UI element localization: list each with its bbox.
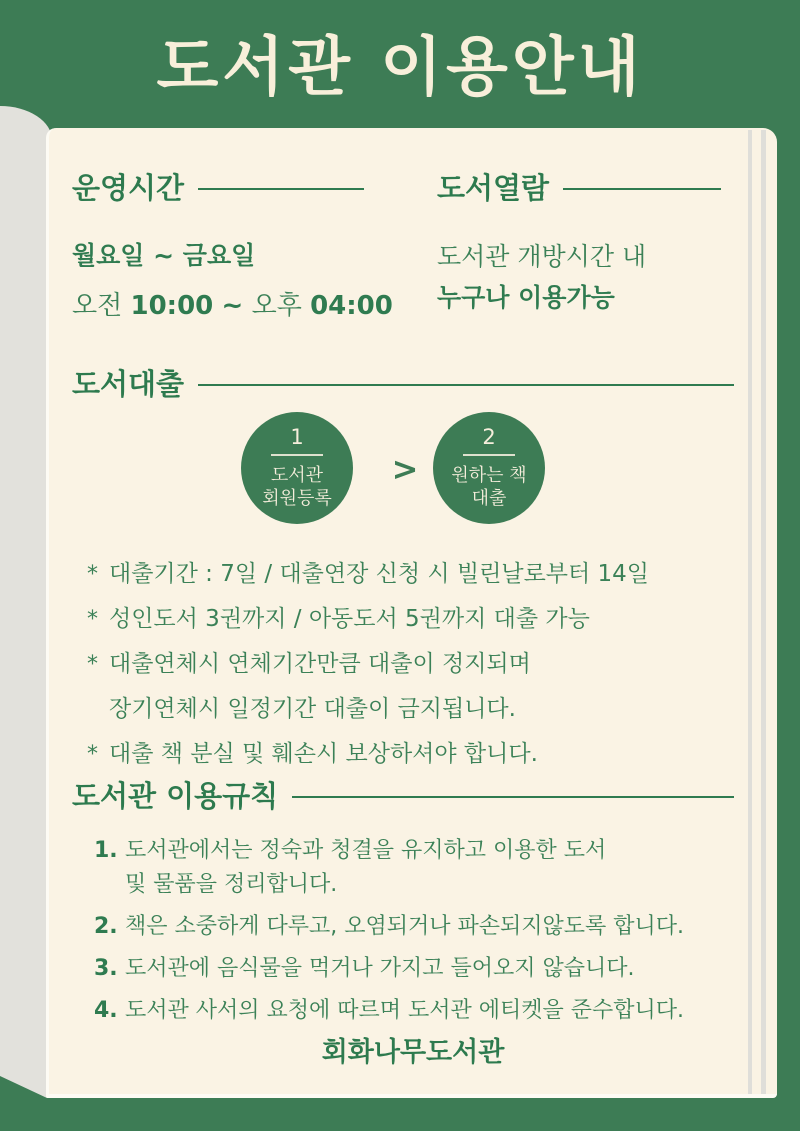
rule-text — [125, 952, 635, 986]
heading-rule-line — [563, 188, 721, 190]
asterisk-bullet: * — [87, 652, 98, 677]
step-label: 회원등록 — [262, 488, 332, 509]
hours-time — [72, 285, 393, 322]
reading-heading-label: 도서열람 — [437, 171, 550, 205]
heading-rule-line — [292, 796, 734, 798]
note-item — [87, 597, 649, 642]
rule-text-line1: 책은 소중하게 다루고, 오염되거나 파손되지않도록 합니다. — [125, 914, 685, 939]
note-item — [87, 642, 649, 687]
rule-item — [94, 994, 684, 1028]
page-stack-line — [761, 130, 766, 1094]
page-stack-line — [748, 130, 752, 1094]
lending-notes — [87, 552, 649, 777]
step-circle-1 — [241, 412, 353, 524]
rule-text — [125, 910, 684, 944]
hours-separator: ~ — [221, 291, 244, 321]
step-divider-line — [463, 454, 515, 456]
book-page — [46, 128, 777, 1098]
rules-list — [94, 834, 684, 1036]
section-heading-lending — [72, 362, 734, 403]
arrow-right-icon: > — [391, 450, 419, 488]
heading-rule-line — [198, 188, 364, 190]
note-item — [87, 732, 649, 777]
hours-days: 월요일 ~ 금요일 — [72, 241, 256, 270]
asterisk-bullet: * — [87, 562, 98, 587]
hours-start-time: 10:00 — [130, 291, 214, 321]
rule-number: 1. — [94, 838, 118, 863]
hours-heading-label: 운영시간 — [72, 171, 185, 205]
asterisk-bullet: * — [87, 742, 98, 767]
section-heading-hours — [72, 166, 364, 207]
reading-body — [437, 236, 646, 318]
lending-heading-label: 도서대출 — [72, 367, 185, 401]
library-name: 회화나무도서관 — [321, 1037, 505, 1068]
step-circle-2 — [433, 412, 545, 524]
step-number: 2 — [482, 425, 496, 449]
note-item-continuation — [87, 687, 649, 732]
section-heading-reading — [437, 166, 721, 207]
heading-rule-line — [198, 384, 734, 386]
reading-line1: 도서관 개방시간 내 — [437, 242, 647, 271]
hours-end-time: 04:00 — [310, 291, 393, 321]
step-label: 원하는 책 — [451, 465, 527, 486]
note-item — [87, 552, 649, 597]
reading-line2: 누구나 이용가능 — [437, 283, 615, 312]
rule-item — [94, 910, 684, 944]
asterisk-bullet — [87, 687, 109, 732]
poster-title: 도서관 이용안내 — [156, 31, 644, 105]
rule-item — [94, 834, 684, 902]
rules-heading-label: 도서관 이용규칙 — [72, 779, 279, 813]
rule-text-line2: 및 물품을 정리합니다. — [125, 872, 338, 897]
book-page-edge-left — [0, 106, 52, 1098]
step-label: 도서관 — [270, 465, 324, 486]
step-divider-line — [271, 454, 323, 456]
rule-item — [94, 952, 684, 986]
rule-number: 3. — [94, 956, 118, 981]
rule-text — [125, 994, 684, 1028]
step-label: 대출 — [471, 488, 507, 509]
note-text: 대출기간 : 7일 / 대출연장 신청 시 빌린날로부터 14일 — [109, 561, 650, 587]
rule-number: 4. — [94, 998, 118, 1023]
rule-text-line1: 도서관 사서의 요청에 따르며 도서관 에티켓을 준수합니다. — [125, 998, 685, 1023]
rule-text-line1: 도서관에서는 정숙과 청결을 유지하고 이용한 도서 — [125, 838, 607, 863]
rule-number: 2. — [94, 914, 118, 939]
asterisk-bullet: * — [87, 607, 98, 632]
rule-text — [125, 834, 606, 902]
note-text: 대출연체시 연체기간만큼 대출이 정지되며 — [109, 651, 531, 677]
hours-pm-label: 오후 — [251, 291, 302, 321]
note-text: 장기연체시 일정기간 대출이 금지됩니다. — [109, 696, 516, 722]
section-heading-rules — [72, 774, 734, 815]
note-text: 대출 책 분실 및 훼손시 보상하셔야 합니다. — [109, 741, 538, 767]
rule-text-line1: 도서관에 음식물을 먹거나 가지고 들어오지 않습니다. — [125, 956, 635, 981]
hours-body — [72, 236, 393, 322]
step-number: 1 — [290, 425, 304, 449]
note-text: 성인도서 3권까지 / 아동도서 5권까지 대출 가능 — [109, 606, 590, 632]
hours-am-label: 오전 — [72, 291, 123, 321]
